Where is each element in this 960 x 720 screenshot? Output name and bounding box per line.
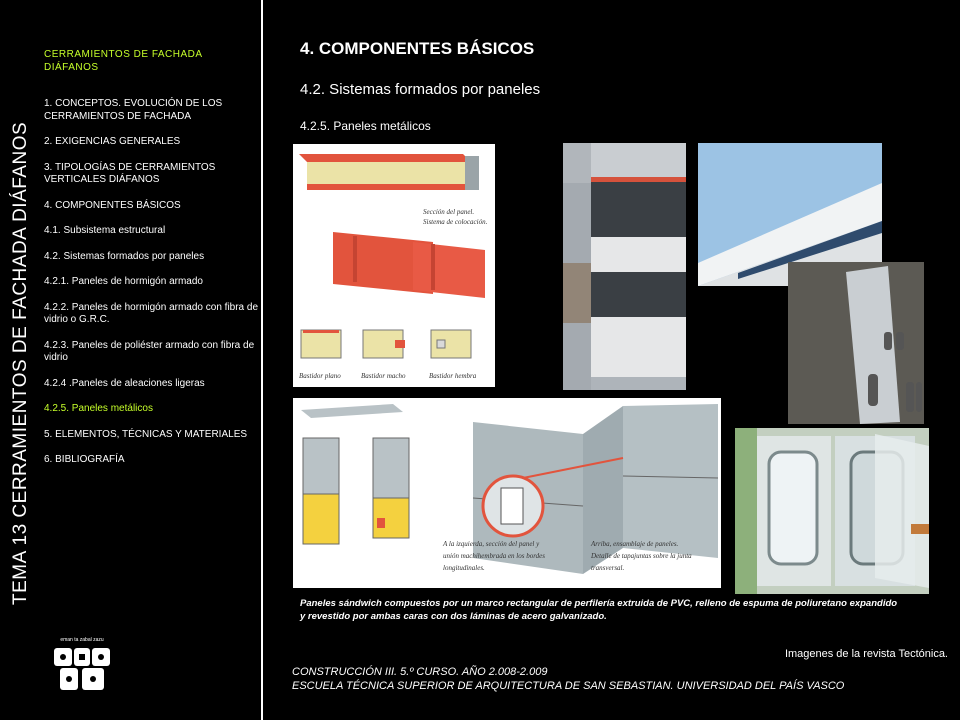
nav-item-4[interactable]: 4. COMPONENTES BÁSICOS [44,199,181,211]
building-photo-1 [563,143,686,390]
nav-item-6[interactable]: 6. BIBLIOGRAFÍA [44,454,125,465]
image-credit: Imagenes de la revista Tectónica. [784,648,948,660]
fig2-left-3: longitudinales. [443,564,485,572]
university-logo [52,634,112,694]
figure-caption: Paneles sándwich compuestos por un marco rectangular de perfilería extruida de PVC, relleno de espuma de poliuretano expandido y revestido por ambas caras con dos láminas de acero galvanizado. [300,598,898,622]
tilted-panel-photo [788,262,924,424]
fig2-right-2: Detalle de tapajuntas sobre la junta [591,552,692,560]
nav-item-3[interactable]: 3. TIPOLOGÍAS DE CERRAMIENTOS VERTICALES DIÁFANOS [44,161,216,185]
fig2-right-3: transversal. [591,564,625,572]
fig1-label-hembra: Bastidor hembra [429,372,477,380]
nav-item-4-2-4[interactable]: 4.2.4 .Paneles de aleaciones ligeras [44,377,205,389]
logo-motto: eman ta zabal zazu [60,637,104,643]
nav-item-4-1[interactable]: 4.1. Subsistema estructural [44,225,166,236]
panel-assembly-diagram [293,398,721,588]
page-title: 4. COMPONENTES BÁSICOS [300,39,535,58]
nav-item-5[interactable]: 5. ELEMENTOS, TÉCNICAS Y MATERIALES [44,428,248,440]
section-title: 4.2.5. Paneles metálicos [300,119,431,133]
footer-school: ESCUELA TÉCNICA SUPERIOR DE ARQUITECTURA DE SAN SEBASTIAN. UNIVERSIDAD DEL PAÍS VASCO [292,680,845,692]
panel-section-diagram [293,144,495,387]
nav-item-4-2-1[interactable]: 4.2.1. Paneles de hormigón armado [44,276,203,287]
nav-item-4-2[interactable]: 4.2. Sistemas formados por paneles [44,250,205,262]
fig2-left-1: A la izquierda, sección del panel y [443,540,540,548]
fig1-label-system: Sistema de colocación. [423,218,488,226]
window-panels-photo [735,428,929,594]
page-subtitle: 4.2. Sistemas formados por paneles [300,81,541,98]
fig1-label-macho: Bastidor macho [361,372,406,380]
fig1-label-section: Sección del panel. [423,208,475,216]
nav-item-1[interactable]: 1. CONCEPTOS. EVOLUCIÓN DE LOS CERRAMIENTOS DE FACHADA [44,98,223,122]
nav-item-4-2-3[interactable]: 4.2.3. Paneles de poliéster armado con fibra de vidrio [44,339,255,363]
vertical-title [6,121,36,605]
fig1-label-plano: Bastidor plano [299,372,341,380]
fig2-right-1: Arriba, ensamblaje de paneles. [591,540,679,548]
footer-course: CONSTRUCCIÓN III. 5.º CURSO. AÑO 2.008-2.009 [292,666,548,678]
fig2-left-2: unión machihembrada en los bordes [443,552,546,560]
nav-item-4-2-2[interactable]: 4.2.2. Paneles de hormigón armado con fibra de vidrio o G.R.C. [44,301,259,325]
nav-heading[interactable]: CERRAMIENTOS DE FACHADA DIÁFANOS [44,49,203,73]
nav-item-4-2-5[interactable]: 4.2.5. Paneles metálicos [44,403,153,414]
footer [292,665,932,693]
vertical-title-text: TEMA 13 CERRAMIENTOS DE FACHADA DIÁFANOS [10,121,31,605]
nav-item-2[interactable]: 2. EXIGENCIAS GENERALES [44,136,181,147]
nav-list [44,98,262,480]
